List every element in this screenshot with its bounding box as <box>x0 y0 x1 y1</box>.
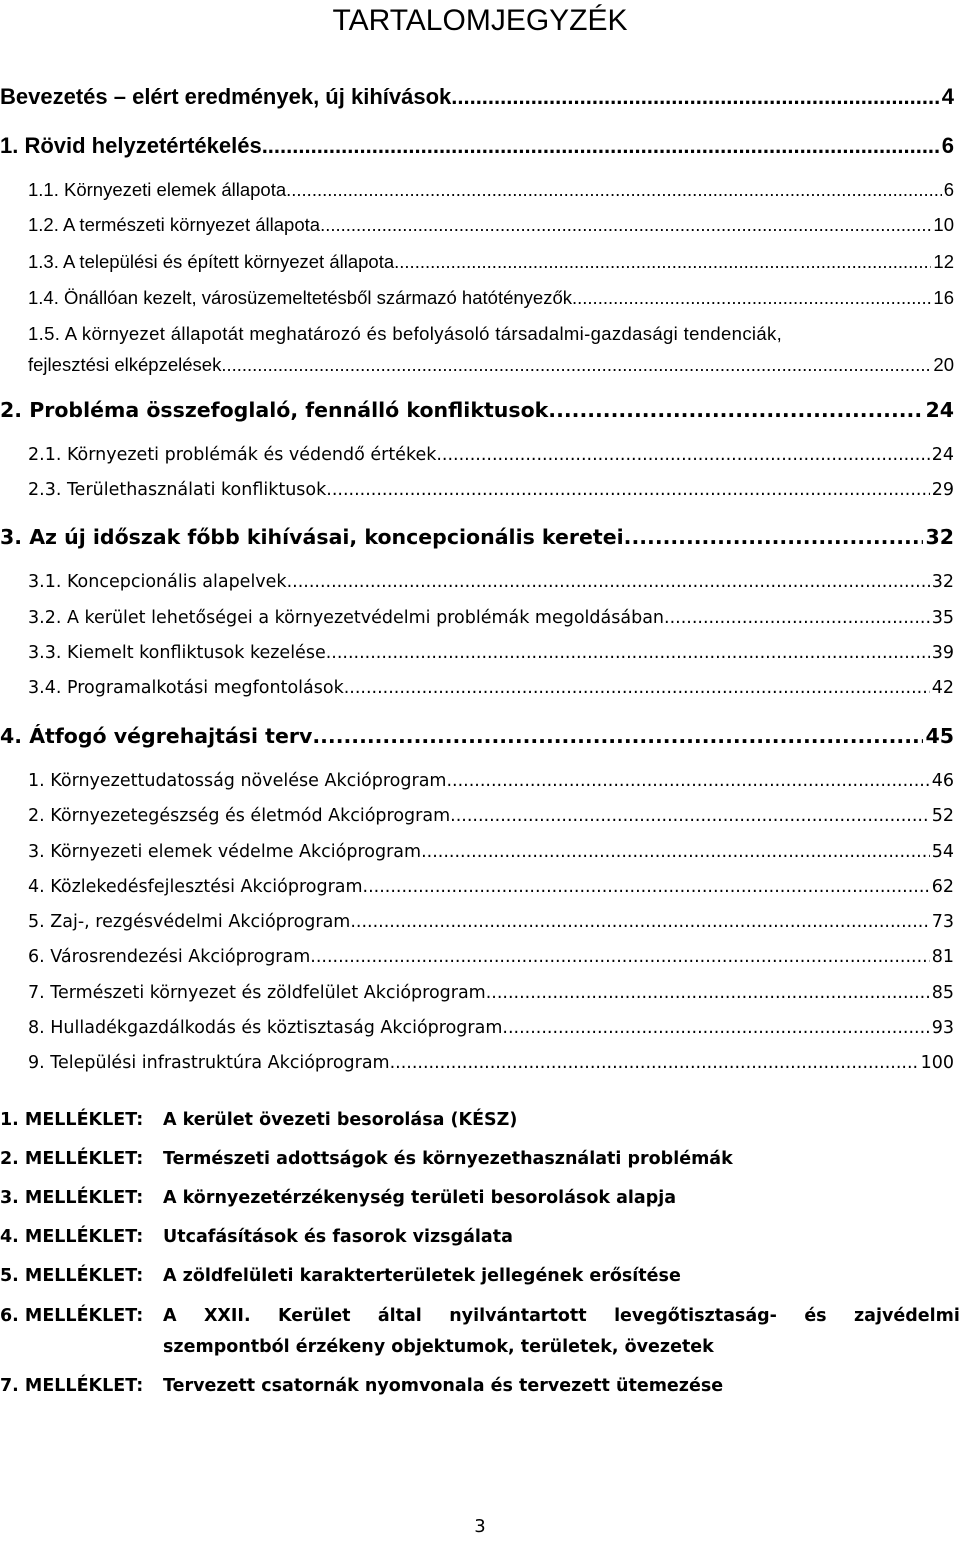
annex-key: 5. MELLÉKLET: <box>0 1266 144 1286</box>
toc-entry-page: 46 <box>931 771 954 791</box>
toc-entry-program-7[interactable] <box>28 983 954 1003</box>
toc-entry-program-1[interactable] <box>28 771 954 791</box>
toc-entry-label: 3.1. Koncepcionális alapelvek <box>28 572 287 592</box>
toc-entry-page: 54 <box>931 842 954 862</box>
toc-entry-label: 3. Környezeti elemek védelme Akcióprogram <box>28 842 422 862</box>
toc-entry-label: 3.2. A kerület lehetőségei a környezetvédelmi problémák megoldásában <box>28 608 665 628</box>
toc-entry-1-3[interactable] <box>28 251 954 273</box>
toc-entry-page: 24 <box>925 398 954 422</box>
toc-entry-program-5[interactable] <box>28 912 954 932</box>
toc-entry-1-1[interactable] <box>28 179 954 201</box>
dot-leader <box>287 572 930 592</box>
annex-key: 1. MELLÉKLET: <box>0 1110 144 1130</box>
dot-leader <box>363 877 930 897</box>
annex-title: Tervezett csatornák nyomvonala és tervezett ütemezése <box>163 1376 724 1396</box>
toc-entry-label: 2. Probléma összefoglaló, fennálló konfliktusok <box>0 398 549 422</box>
page-number: 3 <box>474 1516 486 1537</box>
annex-title: A zöldfelületi karakterterületek jellegének erősítése <box>163 1266 681 1286</box>
annex-4[interactable] <box>0 1227 960 1251</box>
toc-entry-label: 8. Hulladékgazdálkodás és köztisztaság Akcióprogram <box>28 1018 503 1038</box>
toc-entry-page: 100 <box>920 1053 954 1073</box>
toc-entry-program-9[interactable] <box>28 1053 954 1073</box>
toc-entry-3-3[interactable] <box>28 643 954 663</box>
annex-6[interactable] <box>0 1306 960 1366</box>
toc-entry-page: 62 <box>931 877 954 897</box>
toc-entry-section-4[interactable] <box>0 724 954 748</box>
toc-entry-label: 4. Átfogó végrehajtási terv <box>0 724 313 748</box>
annex-title-word: zajvédelmi <box>854 1306 960 1326</box>
toc-entry-page: 4 <box>941 84 954 109</box>
dot-leader <box>436 445 929 465</box>
toc-entry-page: 52 <box>931 806 954 826</box>
toc-entry-page: 32 <box>931 572 954 592</box>
toc-entry-label: 2. Környezetegészség és életmód Akcióprogram <box>28 806 451 826</box>
annex-title-first-line <box>163 1306 960 1326</box>
toc-entry-label: 3.3. Kiemelt konfliktusok kezelése <box>28 643 326 663</box>
dot-leader <box>451 84 940 110</box>
toc-entry-label: 1.4. Önállóan kezelt, városüzemeltetésből származó hatótényezők <box>28 287 572 308</box>
dot-leader <box>394 251 931 273</box>
toc-entry-label: 1. Környezettudatosság növelése Akcióprogram <box>28 771 447 791</box>
toc-entry-program-3[interactable] <box>28 842 954 862</box>
dot-leader <box>286 179 942 201</box>
toc-entry-1-4[interactable] <box>28 287 954 309</box>
toc-entry-3-1[interactable] <box>28 572 954 592</box>
dot-leader <box>310 947 929 967</box>
dot-leader <box>502 1018 929 1038</box>
toc-entry-label: 1. Rövid helyzetértékelés <box>0 133 262 158</box>
annex-5[interactable] <box>0 1266 960 1290</box>
toc-entry-program-2[interactable] <box>28 806 954 826</box>
annex-title-word: által <box>377 1306 422 1326</box>
toc-entry-label: 7. Természeti környezet és zöldfelület Akcióprogram <box>28 983 486 1003</box>
toc-entry-label: 2.1. Környezeti problémák és védendő értékek <box>28 445 437 465</box>
annex-3[interactable] <box>0 1188 960 1212</box>
toc-entry-page: 85 <box>931 983 954 1003</box>
dot-leader <box>326 480 929 500</box>
dot-leader <box>390 1053 919 1073</box>
toc-entry-label: 9. Települési infrastruktúra Akcióprogram <box>28 1053 390 1073</box>
dot-leader <box>350 912 929 932</box>
toc-entry-page: 16 <box>933 287 954 308</box>
toc-entry-2-3[interactable] <box>28 480 954 500</box>
toc-entry-label: 1.1. Környezeti elemek állapota <box>28 179 287 200</box>
toc-entry-page: 32 <box>925 525 954 549</box>
dot-leader <box>450 806 930 826</box>
toc-entry-label: 2.3. Területhasználati konfliktusok <box>28 480 327 500</box>
dot-leader <box>344 678 930 698</box>
toc-entry-program-8[interactable] <box>28 1018 954 1038</box>
dot-leader <box>624 525 924 549</box>
toc-entry-label: 6. Városrendezési Akcióprogram <box>28 947 311 967</box>
toc-entry-label: 5. Zaj-, rezgésvédelmi Akcióprogram <box>28 912 351 932</box>
annex-title-word: Kerület <box>277 1306 351 1326</box>
dot-leader <box>572 287 931 309</box>
dot-leader <box>664 608 930 628</box>
dot-leader <box>262 133 940 159</box>
toc-entry-page: 6 <box>941 133 954 158</box>
dot-leader <box>326 643 930 663</box>
annex-key: 2. MELLÉKLET: <box>0 1149 144 1169</box>
toc-entry-page: 45 <box>925 724 954 748</box>
toc-entry-3-4[interactable] <box>28 678 954 698</box>
annex-1[interactable] <box>0 1110 960 1134</box>
toc-entry-label: 4. Közlekedésfejlesztési Akcióprogram <box>28 877 363 897</box>
toc-entry-section-1[interactable] <box>0 133 954 159</box>
toc-entry-page: 73 <box>931 912 954 932</box>
toc-entry-1-5[interactable] <box>28 354 954 376</box>
toc-entry-introduction[interactable] <box>0 84 954 110</box>
toc-entry-page: 6 <box>943 179 954 200</box>
annex-title-word: és <box>804 1306 827 1326</box>
annex-title-word: XXII. <box>203 1306 251 1326</box>
toc-entry-label: Bevezetés – elért eredmények, új kihívások <box>0 84 452 109</box>
toc-entry-program-4[interactable] <box>28 877 954 897</box>
annex-key: 6. MELLÉKLET: <box>0 1306 144 1326</box>
toc-entry-1-2[interactable] <box>28 214 954 236</box>
dot-leader <box>548 398 923 422</box>
annex-key: 4. MELLÉKLET: <box>0 1227 144 1247</box>
toc-entry-section-3[interactable] <box>0 525 954 549</box>
toc-entry-page: 29 <box>931 480 954 500</box>
dot-leader <box>421 842 930 862</box>
annex-title-word: levegőtisztaság- <box>614 1306 777 1326</box>
dot-leader <box>221 354 931 376</box>
annex-title-second-line: szempontból érzékeny objektumok, területek, övezetek <box>163 1337 714 1357</box>
toc-entry-2-1[interactable] <box>28 445 954 465</box>
toc-entry-page: 24 <box>931 445 954 465</box>
toc-entry-label: fejlesztési elképzelések <box>28 354 222 375</box>
annex-title: A környezetérzékenység területi besorolások alapja <box>163 1188 677 1208</box>
toc-entry-3-2[interactable] <box>28 608 954 628</box>
toc-entry-label: 3. Az új időszak főbb kihívásai, koncepcionális keretei <box>0 525 624 549</box>
toc-entry-label: 1.3. A települési és épített környezet állapota <box>28 251 395 272</box>
toc-entry-page: 93 <box>931 1018 954 1038</box>
toc-entry-page: 20 <box>933 354 954 375</box>
toc-entry-page: 81 <box>931 947 954 967</box>
toc-entry-program-6[interactable] <box>28 947 954 967</box>
annex-title-word: A <box>163 1306 177 1326</box>
toc-entry-1-5-first-line[interactable]: 1.5. A környezet állapotát meghatározó és befolyásoló társadalmi-gazdasági tendenciák, <box>28 323 783 344</box>
toc-entry-label: 3.4. Programalkotási megfontolások <box>28 678 344 698</box>
toc-entry-page: 12 <box>933 251 954 272</box>
annex-title: Utcafásítások és fasorok vizsgálata <box>163 1227 513 1247</box>
annex-title: Természeti adottságok és környezethasználati problémák <box>163 1149 733 1169</box>
toc-entry-page: 35 <box>931 608 954 628</box>
dot-leader <box>320 214 931 236</box>
toc-entry-label: 1.2. A természeti környezet állapota <box>28 214 321 235</box>
annex-7[interactable] <box>0 1376 960 1400</box>
toc-entry-page: 42 <box>931 678 954 698</box>
page-title: TARTALOMJEGYZÉK <box>332 4 628 37</box>
dot-leader <box>312 724 923 748</box>
annex-title: A kerület övezeti besorolása (KÉSZ) <box>163 1110 518 1130</box>
annex-2[interactable] <box>0 1149 960 1173</box>
dot-leader <box>486 983 930 1003</box>
dot-leader <box>446 771 929 791</box>
toc-entry-page: 10 <box>933 214 954 235</box>
annex-key: 3. MELLÉKLET: <box>0 1188 144 1208</box>
annex-key: 7. MELLÉKLET: <box>0 1376 144 1396</box>
toc-entry-section-2[interactable] <box>0 398 954 422</box>
annex-title-word: nyilvántartott <box>449 1306 587 1326</box>
toc-entry-page: 39 <box>931 643 954 663</box>
